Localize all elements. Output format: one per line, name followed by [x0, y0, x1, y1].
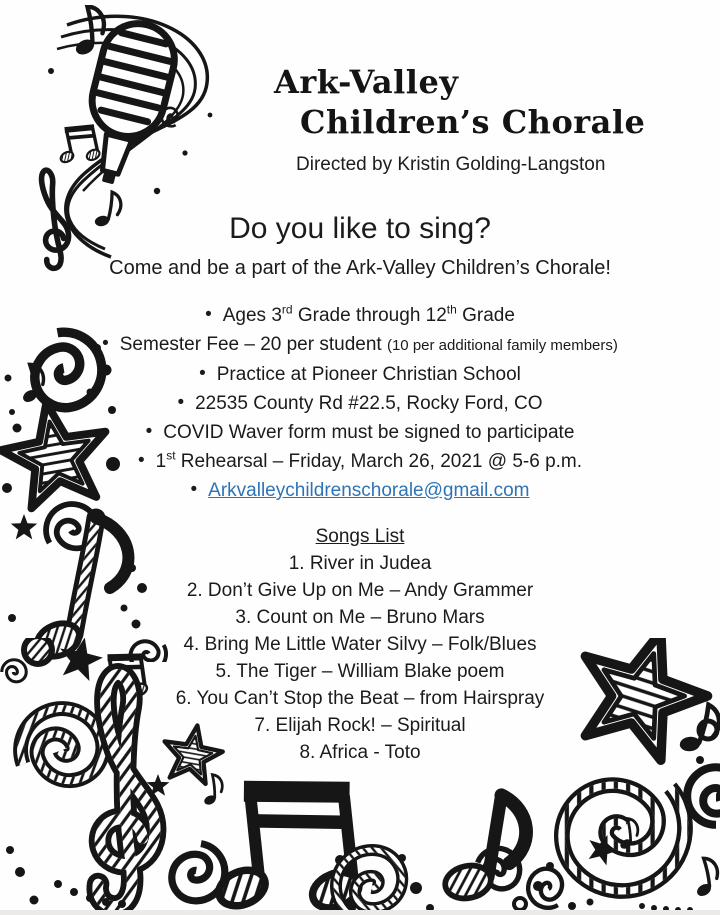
- detail-item-rehearsal: [0, 447, 720, 476]
- bullet-icon: •: [145, 421, 153, 442]
- bullet-icon: •: [177, 392, 185, 413]
- details-list: [0, 301, 720, 505]
- bullet-icon: •: [102, 333, 109, 354]
- detail-item-ages: [0, 301, 720, 330]
- title-line-1: Ark-Valley: [274, 63, 459, 101]
- bullet-icon: •: [205, 304, 212, 325]
- small-star-icon: [583, 830, 621, 868]
- email-link[interactable]: Arkvalleychildrenschorale@gmail.com: [208, 480, 530, 501]
- subheadline: Come and be a part of the Ark-Valley Children’s Chorale!: [109, 257, 611, 279]
- detail-text: Rehearsal – Friday, March 26, 2021 @ 5-6 p.m.: [175, 451, 583, 472]
- detail-text: Ages 3: [222, 305, 282, 326]
- bullet-icon: •: [199, 363, 206, 384]
- directed-by: Directed by Kristin Golding-Langston: [296, 154, 606, 175]
- superscript: th: [446, 302, 457, 317]
- detail-item-address: [0, 389, 720, 418]
- detail-item-email: [0, 476, 720, 505]
- swirl-doodle: [168, 840, 229, 906]
- beamed-notes-icon: [54, 124, 102, 168]
- page-edge: [0, 910, 720, 915]
- detail-text: COVID Waver form must be signed to participate: [163, 422, 575, 443]
- song-item: 5. The Tiger – William Blake poem: [215, 661, 505, 682]
- detail-text: 1: [155, 451, 167, 472]
- microphone-icon: [73, 16, 182, 192]
- detail-item-fee: [0, 330, 720, 360]
- ink-dots: [6, 756, 704, 913]
- bullet-icon: •: [137, 450, 145, 471]
- big-eighth-note-icon: [439, 790, 530, 910]
- song-item: 7. Elijah Rock! – Spiritual: [254, 715, 466, 736]
- detail-text: Grade through 12: [292, 305, 447, 326]
- page-title: [274, 62, 645, 185]
- title-line-2: Children’s Chorale: [300, 103, 646, 141]
- detail-item-covid: [0, 418, 720, 447]
- song-item: 4. Bring Me Little Water Silvy – Folk/Blues: [183, 634, 537, 655]
- ring-doodle: [514, 898, 526, 910]
- detail-text: Practice at Pioneer Christian School: [216, 364, 521, 385]
- eighth-note-icon: [200, 774, 224, 807]
- detail-text: Grade: [456, 305, 515, 326]
- small-star-icon: [147, 774, 170, 796]
- detail-text: Semester Fee – 20 per student: [119, 334, 387, 355]
- eighth-note-icon: [615, 817, 640, 851]
- songs-section: [0, 523, 720, 766]
- detail-text: 22535 County Rd #22.5, Rocky Ford, CO: [195, 393, 543, 414]
- swirl-doodle: [330, 844, 407, 915]
- eighth-note-icon: [68, 5, 108, 58]
- song-item: 1. River in Judea: [288, 553, 432, 574]
- song-item: 2. Don’t Give Up on Me – Andy Grammer: [186, 580, 534, 601]
- ink-dots: [48, 68, 212, 194]
- swirl-doodle: [472, 842, 526, 893]
- beamed-notes-icon: [204, 780, 365, 915]
- songs-list-heading: Songs List: [315, 526, 405, 547]
- detail-item-practice: [0, 360, 720, 389]
- swirl-doodle: [521, 863, 572, 915]
- bullet-icon: •: [190, 479, 198, 500]
- song-item: 3. Count on Me – Bruno Mars: [235, 607, 485, 628]
- big-swirl-doodle: [541, 749, 711, 915]
- song-item: 8. Africa - Toto: [299, 742, 421, 763]
- swirl-doodle: [158, 105, 182, 130]
- headline: Do you like to sing?: [229, 212, 491, 245]
- superscript: st: [166, 448, 176, 463]
- superscript: rd: [281, 302, 293, 317]
- swirl-doodle: [687, 767, 720, 825]
- eighth-note-icon: [689, 856, 720, 899]
- fee-note: (10 per additional family members): [386, 337, 618, 354]
- song-item: 6. You Can’t Stop the Beat – from Hairspray: [175, 688, 545, 709]
